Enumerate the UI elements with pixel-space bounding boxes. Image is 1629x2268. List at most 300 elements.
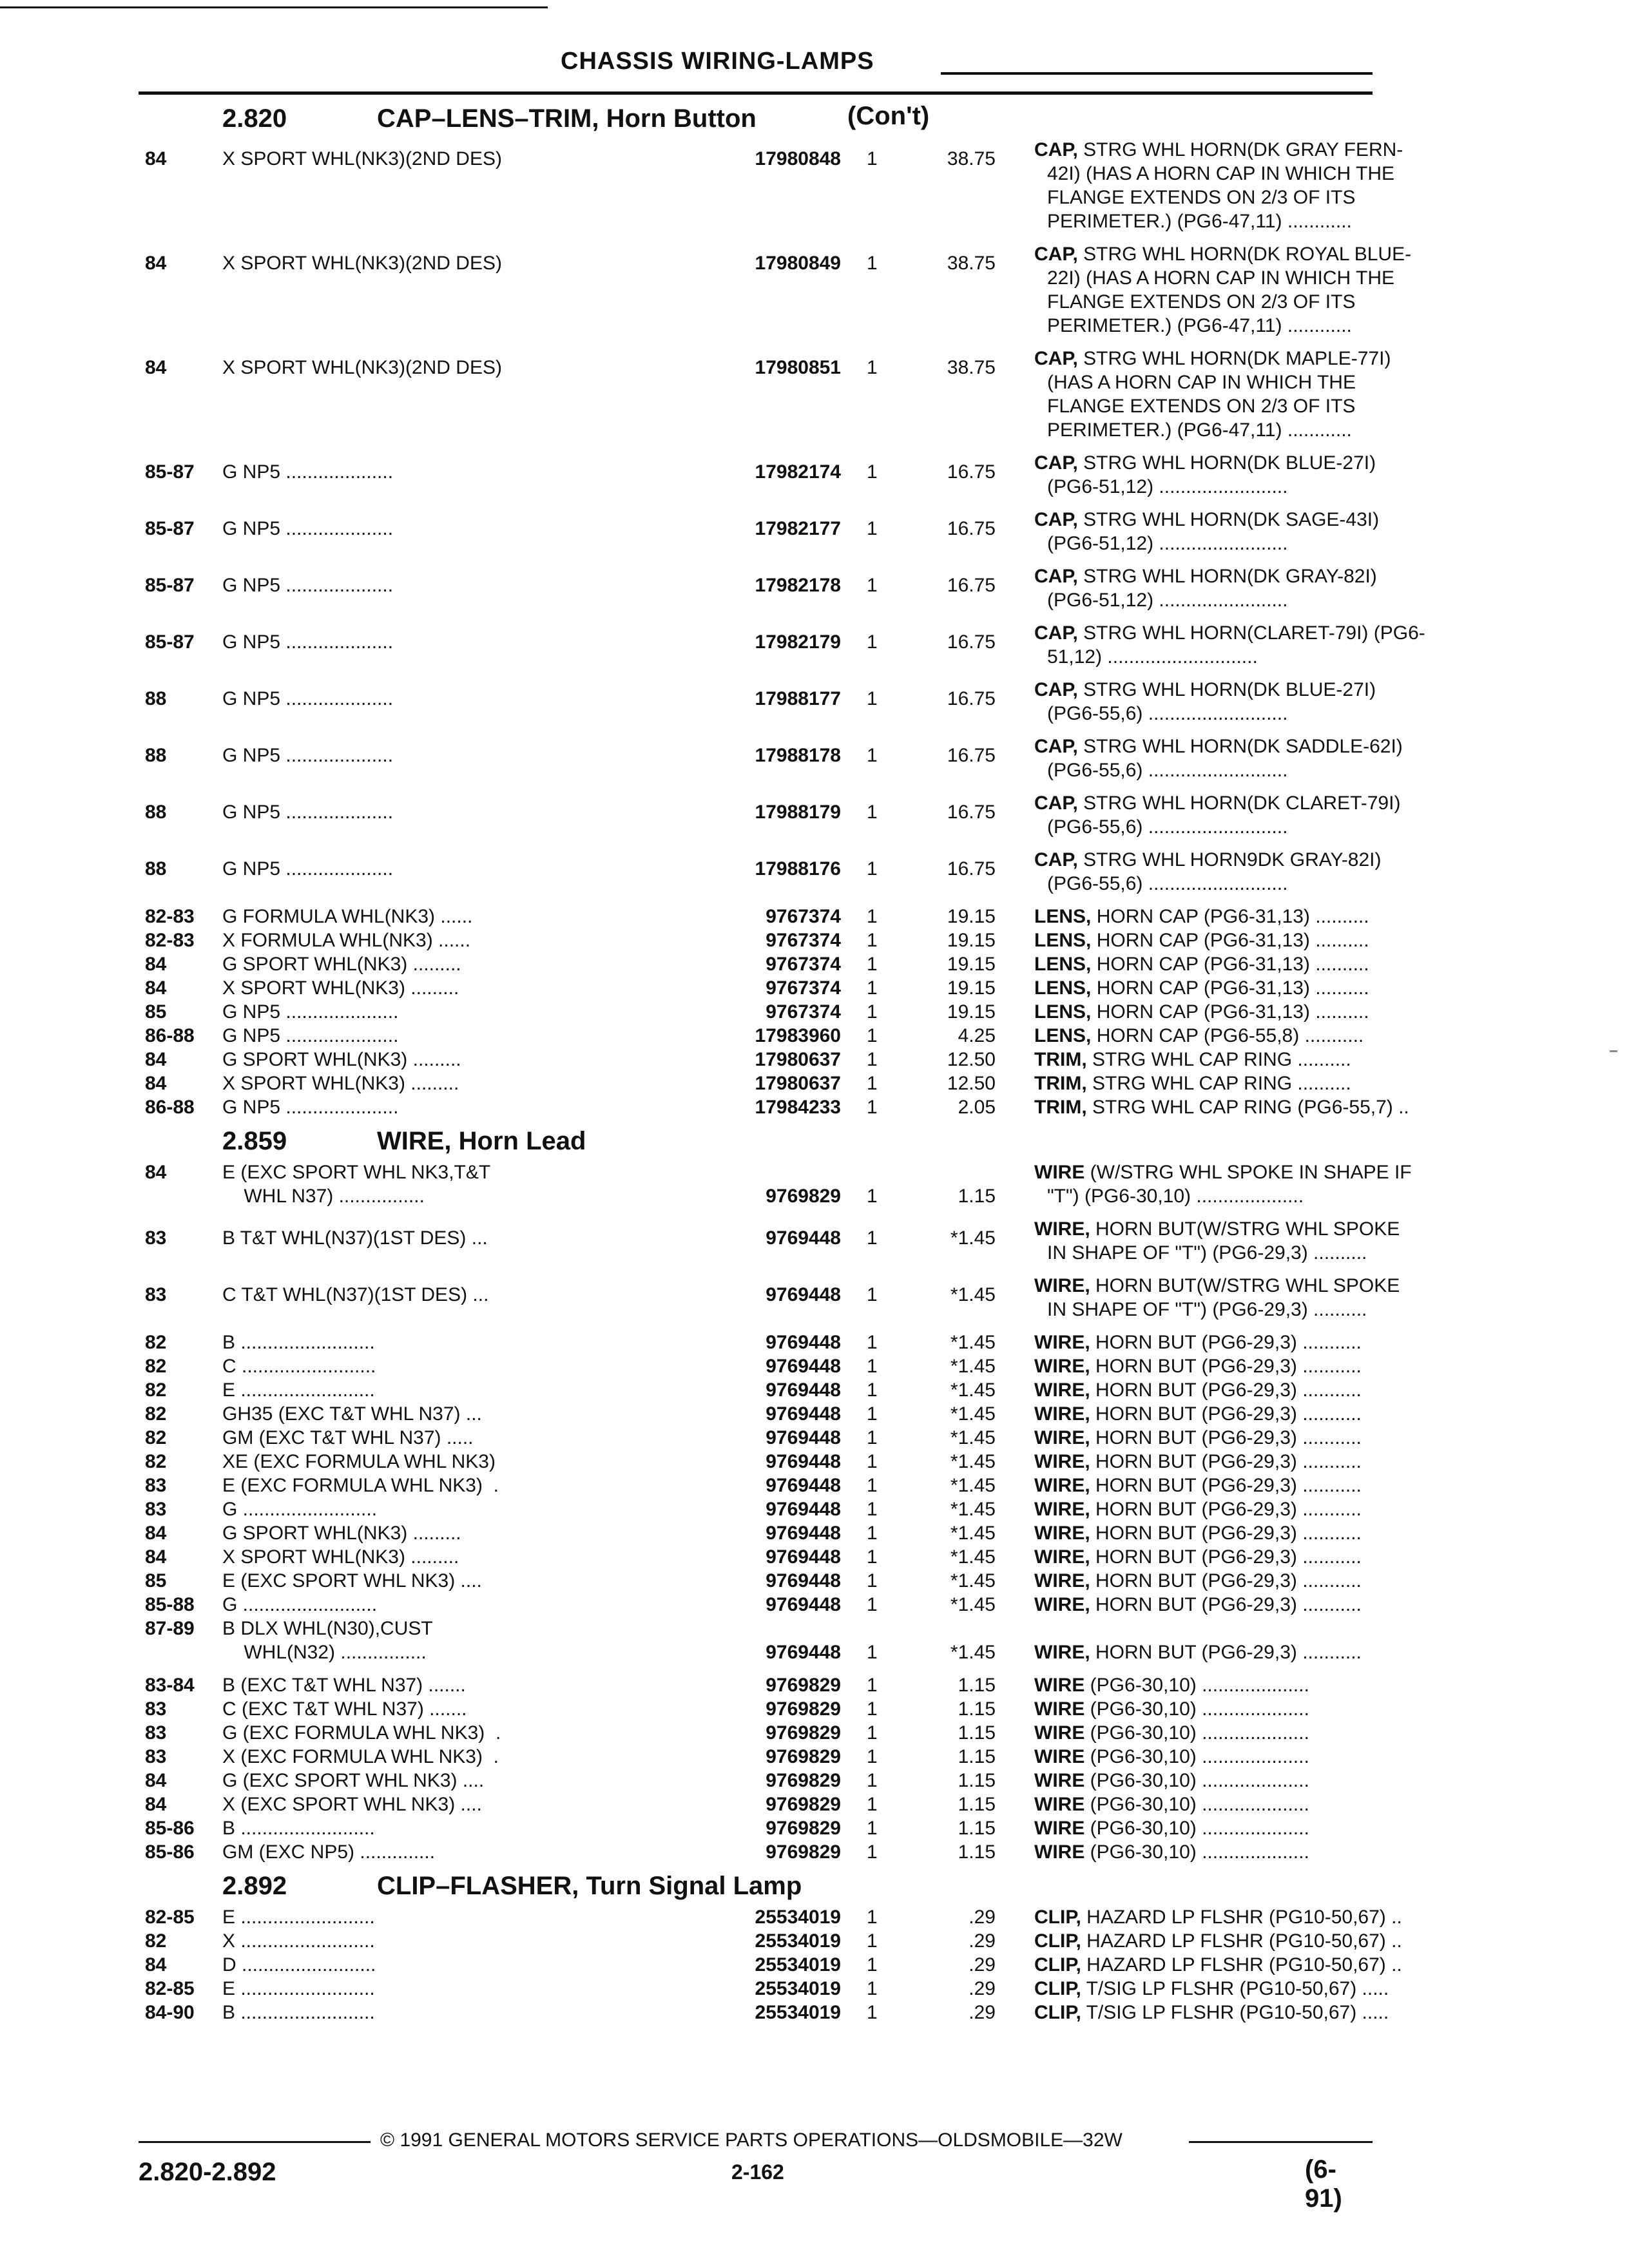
part-name: CLIP, (1034, 1978, 1081, 1999)
quantity: 1 (867, 148, 878, 169)
page-title: CHASSIS WIRING-LAMPS (561, 48, 874, 75)
model-year: 82 (145, 1379, 167, 1401)
description: G NP5 .................... (222, 688, 394, 709)
part-name: LENS, (1034, 954, 1092, 975)
model-year: 82 (145, 1332, 167, 1353)
model-year: 82-85 (145, 1978, 195, 1999)
part-description (1034, 1977, 1524, 2001)
model-year: 84 (145, 1954, 167, 1975)
part-detail: HORN CAP (PG6-55,8) ........... (1096, 1025, 1364, 1046)
price: 1.15 (958, 1818, 996, 1839)
description: GM (EXC NP5) .............. (222, 1841, 436, 1863)
part-number: 9769448 (766, 1475, 841, 1496)
part-description (1034, 564, 1524, 588)
part-name: WIRE (1034, 1698, 1085, 1720)
model-year: 84 (145, 1546, 167, 1568)
model-year: 82 (145, 1403, 167, 1425)
quantity: 1 (867, 1025, 878, 1046)
part-detail: STRG WHL HORN(DK SAGE-43I) (1083, 509, 1380, 530)
model-year: 82 (145, 1451, 167, 1472)
quantity: 1 (867, 1227, 878, 1249)
price: 19.15 (947, 1001, 996, 1023)
table-row (132, 1497, 1395, 1521)
table-row (132, 1977, 1395, 2001)
part-description (1034, 1521, 1524, 1545)
model-year: 84 (145, 1049, 167, 1070)
section-number: 2.892 (222, 1872, 287, 1900)
description: G NP5 .................... (222, 518, 394, 539)
description: X FORMULA WHL(NK3) ...... (222, 930, 471, 951)
quantity: 1 (867, 357, 878, 378)
part-description (1034, 1769, 1524, 1792)
model-year: 83 (145, 1499, 167, 1520)
quantity: 1 (867, 1186, 878, 1207)
section-header (132, 1864, 1395, 1905)
part-detail: HORN CAP (PG6-31,13) .......... (1096, 906, 1369, 927)
part-name: WIRE, (1034, 1356, 1090, 1377)
part-description (1034, 1426, 1524, 1450)
model-year: 82 (145, 1427, 167, 1448)
revision-date: (6-91) (1305, 2155, 1342, 2213)
part-number: 9767374 (766, 930, 841, 951)
part-name: CLIP, (1034, 2002, 1081, 2023)
model-year: 84 (145, 148, 167, 169)
price: .29 (969, 2002, 996, 2023)
part-description (1034, 976, 1524, 1000)
description: G (EXC SPORT WHL NK3) .... (222, 1770, 485, 1791)
part-name: LENS, (1034, 930, 1092, 951)
table-row (132, 1593, 1395, 1617)
part-number: 9769829 (766, 1186, 841, 1207)
part-detail: STRG WHL HORN(DK GRAY FERN- (1083, 139, 1403, 160)
model-year: 84 (145, 954, 167, 975)
part-name: CAP, (1034, 793, 1078, 814)
part-description (1034, 1450, 1524, 1474)
section-number: 2.859 (222, 1127, 287, 1155)
table-row (132, 1402, 1395, 1426)
quantity: 1 (867, 858, 878, 879)
quantity: 1 (867, 1907, 878, 1928)
part-description-continued: FLANGE EXTENDS ON 2/3 OF ITS (1047, 291, 1356, 312)
part-detail: HORN BUT (PG6-29,3) ........... (1095, 1427, 1362, 1448)
table-row (132, 1474, 1395, 1497)
table-row (132, 1217, 1400, 1271)
part-description (1034, 2001, 1524, 2024)
part-name: WIRE (1034, 1794, 1085, 1815)
description: G (EXC FORMULA WHL NK3) . (222, 1722, 501, 1744)
part-description (1034, 848, 1524, 872)
part-detail: HORN BUT (PG6-29,3) ........... (1095, 1499, 1362, 1520)
part-number: 9769448 (766, 1284, 841, 1305)
section-header (132, 1119, 1395, 1160)
part-description (1034, 1000, 1524, 1024)
price: .29 (969, 1978, 996, 1999)
part-name: LENS, (1034, 977, 1092, 999)
part-number: 9769448 (766, 1546, 841, 1568)
price: 12.50 (947, 1073, 996, 1094)
price: *1.45 (950, 1427, 996, 1448)
part-number: 9769448 (766, 1379, 841, 1401)
table-row (132, 621, 1425, 675)
part-number: 25534019 (755, 1930, 841, 1952)
part-number: 17988179 (755, 802, 841, 823)
table-row (132, 928, 1395, 952)
part-description-continued: PERIMETER.) (PG6-47,11) ............ (1047, 211, 1352, 232)
part-name: CLIP, (1034, 1930, 1081, 1952)
part-description (1034, 1745, 1524, 1769)
part-detail: HORN CAP (PG6-31,13) .......... (1096, 954, 1369, 975)
price: 1.15 (958, 1722, 996, 1744)
description: G NP5 .................... (222, 461, 394, 483)
part-description-continued: (PG6-51,12) ........................ (1047, 476, 1288, 497)
part-description (1034, 1840, 1524, 1864)
description: X ......................... (222, 1930, 375, 1952)
part-detail: HORN BUT(W/STRG WHL SPOKE (1095, 1218, 1400, 1240)
part-description (1034, 347, 1524, 370)
header-rule (139, 91, 1373, 95)
part-number: 25534019 (755, 1978, 841, 1999)
part-description-continued: IN SHAPE OF "T") (PG6-29,3) .......... (1047, 1299, 1367, 1320)
quantity: 1 (867, 802, 878, 823)
table-row (132, 2001, 1395, 2024)
price: 19.15 (947, 906, 996, 927)
part-description (1034, 1048, 1524, 1072)
part-number: 17982179 (755, 631, 841, 653)
table-row (132, 1000, 1395, 1024)
quantity: 1 (867, 1379, 878, 1401)
part-detail: STRG WHL HORN(DK CLARET-79I) (1083, 793, 1401, 814)
description: X SPORT WHL(NK3) ......... (222, 977, 459, 999)
description: B DLX WHL(N30),CUST (222, 1618, 433, 1639)
part-description (1034, 1929, 1524, 1953)
part-detail: HORN BUT (PG6-29,3) ........... (1095, 1594, 1362, 1615)
description: G NP5 ..................... (222, 1001, 399, 1023)
part-number: 9769448 (766, 1594, 841, 1615)
scan-mark (1610, 1050, 1617, 1052)
part-description (1034, 1953, 1524, 1977)
part-number: 9769829 (766, 1675, 841, 1696)
model-year: 85 (145, 1570, 167, 1591)
part-number: 25534019 (755, 1907, 841, 1928)
table-row (132, 1617, 1395, 1671)
quantity: 1 (867, 977, 878, 999)
description: G FORMULA WHL(NK3) ...... (222, 906, 473, 927)
footer-rule-left (139, 2141, 371, 2143)
part-description (1034, 1545, 1524, 1569)
part-description (1034, 1095, 1524, 1119)
part-description (1034, 1721, 1524, 1745)
quantity: 1 (867, 930, 878, 951)
description: G NP5 .................... (222, 802, 394, 823)
part-description (1034, 1569, 1524, 1593)
part-number: 17982174 (755, 461, 841, 483)
table-row (132, 735, 1403, 789)
description: G SPORT WHL(NK3) ......... (222, 1523, 461, 1544)
description: G NP5 .................... (222, 858, 394, 879)
price: 19.15 (947, 930, 996, 951)
quantity: 1 (867, 1570, 878, 1591)
part-number: 9769448 (766, 1451, 841, 1472)
part-description (1034, 1354, 1524, 1378)
quantity: 1 (867, 688, 878, 709)
part-detail: STRG WHL HORN9DK GRAY-82I) (1083, 849, 1382, 870)
part-detail: HORN BUT (PG6-29,3) ........... (1095, 1403, 1362, 1425)
part-detail: (PG6-30,10) .................... (1090, 1675, 1309, 1696)
description: C ......................... (222, 1356, 376, 1377)
part-description (1034, 1792, 1524, 1816)
part-detail: HORN BUT (PG6-29,3) ........... (1095, 1379, 1362, 1401)
quantity: 1 (867, 1675, 878, 1696)
table-row (132, 1426, 1395, 1450)
description: X SPORT WHL(NK3)(2ND DES) (222, 253, 502, 274)
quantity: 1 (867, 1523, 878, 1544)
description: D ......................... (222, 1954, 376, 1975)
table-row (132, 791, 1401, 845)
part-detail: STRG WHL HORN(DK MAPLE-77I) (1083, 348, 1391, 369)
part-description (1034, 1497, 1524, 1521)
part-number: 9769448 (766, 1570, 841, 1591)
part-description (1034, 1072, 1524, 1095)
description: B (EXC T&T WHL N37) ....... (222, 1675, 466, 1696)
part-name: CAP, (1034, 348, 1078, 369)
quantity: 1 (867, 1499, 878, 1520)
part-number: 9769829 (766, 1794, 841, 1815)
part-number: 17980851 (755, 357, 841, 378)
part-name: WIRE, (1034, 1451, 1090, 1472)
part-detail: (PG6-30,10) .................... (1090, 1698, 1309, 1720)
part-number: 9769448 (766, 1403, 841, 1425)
price: *1.45 (950, 1403, 996, 1425)
description-continued: WHL N37) ................ (222, 1186, 425, 1207)
copyright-text: © 1991 GENERAL MOTORS SERVICE PARTS OPERATIONS—OLDSMOBILE—32W (380, 2129, 1123, 2151)
table-row (132, 1840, 1395, 1864)
title-rule (941, 72, 1373, 75)
price: 4.25 (958, 1025, 996, 1046)
model-year: 83 (145, 1746, 167, 1767)
description: E (EXC SPORT WHL NK3,T&T (222, 1162, 491, 1183)
quantity: 1 (867, 518, 878, 539)
price: 2.05 (958, 1097, 996, 1118)
table-row (132, 1673, 1395, 1697)
model-year: 82 (145, 1930, 167, 1952)
table-row (132, 1745, 1395, 1769)
part-number: 9769829 (766, 1770, 841, 1791)
part-name: WIRE (1034, 1162, 1085, 1183)
part-detail: HORN BUT (PG6-29,3) ........... (1095, 1475, 1362, 1496)
part-detail: STRG WHL HORN(DK BLUE-27I) (1083, 452, 1376, 474)
price: 1.15 (958, 1794, 996, 1815)
part-description (1034, 1160, 1524, 1184)
description: X SPORT WHL(NK3) ......... (222, 1073, 459, 1094)
quantity: 1 (867, 906, 878, 927)
model-year: 85-86 (145, 1818, 195, 1839)
description: B ......................... (222, 1332, 375, 1353)
description: G NP5 ..................... (222, 1025, 399, 1046)
part-description (1034, 242, 1524, 266)
part-name: CAP, (1034, 679, 1078, 700)
model-year: 84 (145, 1794, 167, 1815)
part-detail: STRG WHL HORN(CLARET-79I) (PG6- (1083, 622, 1425, 644)
part-name: WIRE (1034, 1818, 1085, 1839)
description: E (EXC SPORT WHL NK3) .... (222, 1570, 482, 1591)
model-year: 85 (145, 1001, 167, 1023)
table-row (132, 1354, 1395, 1378)
model-year: 84 (145, 977, 167, 999)
quantity: 1 (867, 1930, 878, 1952)
part-name: WIRE (1034, 1770, 1085, 1791)
part-detail: STRG WHL CAP RING .......... (1092, 1073, 1351, 1094)
price: 1.15 (958, 1675, 996, 1696)
section-title: CLIP–FLASHER, Turn Signal Lamp (377, 1872, 802, 1900)
model-year: 85-87 (145, 575, 195, 596)
part-number: 9769829 (766, 1746, 841, 1767)
description: G ......................... (222, 1594, 378, 1615)
price: *1.45 (950, 1523, 996, 1544)
part-number: 25534019 (755, 2002, 841, 2023)
price: 1.15 (958, 1841, 996, 1863)
price: 16.75 (947, 518, 996, 539)
part-detail: STRG WHL CAP RING .......... (1092, 1049, 1351, 1070)
part-number: 9767374 (766, 906, 841, 927)
description: G NP5 .................... (222, 575, 394, 596)
part-number: 17988176 (755, 858, 841, 879)
part-number: 25534019 (755, 1954, 841, 1975)
table-row (132, 242, 1412, 344)
description-continued: WHL(N32) ................ (222, 1642, 427, 1663)
price: 16.75 (947, 461, 996, 483)
quantity: 1 (867, 631, 878, 653)
part-detail: HORN CAP (PG6-31,13) .......... (1096, 930, 1369, 951)
footer-rule-right (1189, 2141, 1373, 2143)
part-description-continued: (PG6-55,6) .......................... (1047, 760, 1288, 781)
part-name: CAP, (1034, 736, 1078, 757)
model-year: 84 (145, 1073, 167, 1094)
part-description-continued: 22I) (HAS A HORN CAP IN WHICH THE (1047, 267, 1394, 289)
price: 38.75 (947, 148, 996, 169)
quantity: 1 (867, 1403, 878, 1425)
part-detail: HORN CAP (PG6-31,13) .......... (1096, 1001, 1369, 1023)
table-row (132, 1769, 1395, 1792)
model-year: 82-85 (145, 1907, 195, 1928)
part-description-continued: FLANGE EXTENDS ON 2/3 OF ITS (1047, 187, 1356, 208)
part-number: 17984233 (755, 1097, 841, 1118)
price: 1.15 (958, 1746, 996, 1767)
price: *1.45 (950, 1499, 996, 1520)
part-name: TRIM, (1034, 1073, 1087, 1094)
part-description-continued: (PG6-55,6) .......................... (1047, 873, 1288, 894)
part-detail: HORN BUT (PG6-29,3) ........... (1095, 1332, 1362, 1353)
price: 16.75 (947, 575, 996, 596)
part-detail: (W/STRG WHL SPOKE IN SHAPE IF (1090, 1162, 1412, 1183)
description: C (EXC T&T WHL N37) ....... (222, 1698, 467, 1720)
model-year: 86-88 (145, 1025, 195, 1046)
part-description (1034, 138, 1524, 162)
price: *1.45 (950, 1227, 996, 1249)
part-description (1034, 1673, 1524, 1697)
description: GH35 (EXC T&T WHL N37) ... (222, 1403, 482, 1425)
page-number: 2-162 (731, 2160, 784, 2184)
description: X SPORT WHL(NK3)(2ND DES) (222, 357, 502, 378)
table-row (132, 1274, 1400, 1328)
part-name: CLIP, (1034, 1907, 1081, 1928)
part-description-continued: 51,12) ............................ (1047, 646, 1258, 668)
quantity: 1 (867, 1722, 878, 1744)
part-description-continued: (PG6-55,6) .......................... (1047, 816, 1288, 838)
part-description-continued: PERIMETER.) (PG6-47,11) ............ (1047, 315, 1352, 336)
quantity: 1 (867, 1001, 878, 1023)
part-description-continued: (PG6-51,12) ........................ (1047, 590, 1288, 611)
part-description-continued: (PG6-51,12) ........................ (1047, 533, 1288, 554)
table-row (132, 848, 1395, 902)
part-detail: HORN BUT(W/STRG WHL SPOKE (1095, 1275, 1400, 1296)
table-row (132, 1953, 1402, 1977)
part-name: CAP, (1034, 244, 1078, 265)
description: XE (EXC FORMULA WHL NK3) (222, 1451, 496, 1472)
price: *1.45 (950, 1594, 996, 1615)
part-description (1034, 952, 1524, 976)
part-description (1034, 1474, 1524, 1497)
table-row (132, 1160, 1412, 1215)
description: GM (EXC T&T WHL N37) ..... (222, 1427, 474, 1448)
part-name: WIRE (1034, 1675, 1085, 1696)
part-name: LENS, (1034, 1025, 1092, 1046)
model-year: 84 (145, 1770, 167, 1791)
table-row (132, 1378, 1395, 1402)
quantity: 1 (867, 2002, 878, 2023)
table-row (132, 138, 1403, 240)
part-description-continued: (HAS A HORN CAP IN WHICH THE (1047, 372, 1356, 393)
part-detail: (PG6-30,10) .................... (1090, 1722, 1309, 1744)
part-detail: (PG6-30,10) .................... (1090, 1746, 1309, 1767)
table-row (132, 1929, 1402, 1953)
part-name: WIRE, (1034, 1218, 1090, 1240)
model-year: 83 (145, 1284, 167, 1305)
table-row (132, 1569, 1395, 1593)
model-year: 85-87 (145, 461, 195, 483)
model-year: 82-83 (145, 906, 195, 927)
description: G NP5 .................... (222, 745, 394, 766)
quantity: 1 (867, 1073, 878, 1094)
page-footer (139, 2129, 1373, 2213)
part-name: WIRE, (1034, 1379, 1090, 1401)
model-year: 85-86 (145, 1841, 195, 1863)
model-year: 85-88 (145, 1594, 195, 1615)
part-detail: STRG WHL HORN(DK SADDLE-62I) (1083, 736, 1403, 757)
part-description (1034, 1593, 1524, 1617)
section-title: WIRE, Horn Lead (377, 1127, 586, 1155)
part-number: 9769829 (766, 1698, 841, 1720)
part-number: 17980849 (755, 253, 841, 274)
description: B ......................... (222, 2002, 375, 2023)
quantity: 1 (867, 253, 878, 274)
price: *1.45 (950, 1546, 996, 1568)
part-number: 9769829 (766, 1722, 841, 1744)
price: 38.75 (947, 357, 996, 378)
quantity: 1 (867, 1841, 878, 1863)
part-description-continued: FLANGE EXTENDS ON 2/3 OF ITS (1047, 396, 1356, 417)
part-description (1034, 735, 1524, 758)
quantity: 1 (867, 1642, 878, 1663)
table-row (132, 976, 1395, 1000)
description: G SPORT WHL(NK3) ......... (222, 954, 461, 975)
quantity: 1 (867, 461, 878, 483)
part-number: 17980637 (755, 1073, 841, 1094)
table-row (132, 1721, 1395, 1745)
part-detail: STRG WHL HORN(DK ROYAL BLUE- (1083, 244, 1412, 265)
part-description (1034, 1905, 1524, 1929)
part-name: TRIM, (1034, 1049, 1087, 1070)
model-year: 88 (145, 802, 167, 823)
